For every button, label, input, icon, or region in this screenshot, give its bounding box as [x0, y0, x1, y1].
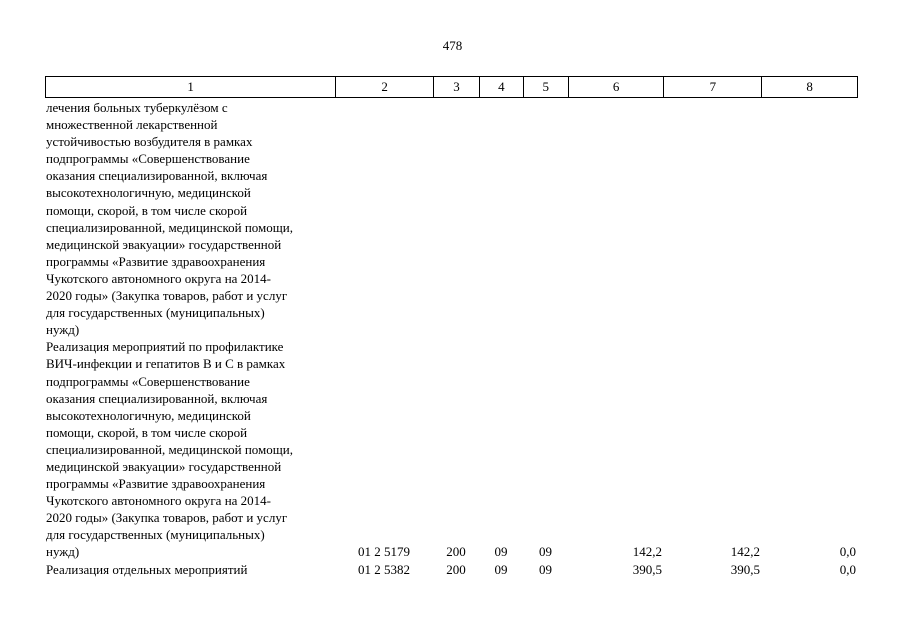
page-number: 478	[442, 38, 463, 53]
row-vr: 200	[446, 544, 466, 560]
row-pr: 09	[539, 561, 552, 577]
row-col8: 0,0	[839, 544, 856, 560]
column-header-5: 5	[523, 77, 568, 97]
table-row	[45, 561, 858, 578]
row-name: Реализация отдельных мероприятий	[46, 561, 248, 577]
table-body	[45, 99, 858, 578]
row-rz: 09	[494, 544, 508, 560]
table-row	[45, 338, 858, 560]
row-pr: 09	[539, 544, 552, 560]
row-csr: 01 2 5382	[358, 561, 410, 577]
column-header-4: 4	[479, 77, 523, 97]
table-header-row	[45, 76, 858, 98]
column-header-2: 2	[335, 77, 433, 97]
row-col6: 390,5	[632, 561, 662, 577]
column-header-7: 7	[663, 77, 761, 97]
column-header-8: 8	[761, 77, 857, 97]
row-name: Реализация мероприятий по профилактике ВИЧ-инфекции и гепатитов В и С в рамках подпрограммы «Совершенствование оказания специализированной, включая высокотехнологичную, медицинской помощи, скорой, в том числе скорой специализированной, медицинской помощи, медицинской эвакуации» государственной программы «Развитие здравоохранения Чукотского автономного округа на 2014- 2020 годы» (Закупка товаров, работ и услуг для государственных (муниципальных) нужд)	[46, 339, 293, 560]
row-rz: 09	[494, 561, 508, 577]
table-row	[45, 99, 858, 338]
column-header-6: 6	[568, 77, 664, 97]
row-csr: 01 2 5179	[358, 544, 410, 560]
column-header-3: 3	[433, 77, 479, 97]
row-name: лечения больных туберкулёзом с множественной лекарственной устойчивостью возбудителя в рамках подпрограммы «Совершенствование оказания специализированной, включая высокотехнологичную, медицинской помощи, скорой, в том числе скорой специализированной, медицинской помощи, медицинской эвакуации» государственной программы «Развитие здравоохранения Чукотского автономного округа на 2014- 2020 годы» (Закупка товаров, работ и услуг для государственных (муниципальных) нужд)	[46, 100, 293, 338]
row-col7: 142,2	[730, 544, 760, 560]
column-header-1: 1	[187, 79, 194, 94]
row-col6: 142,2	[632, 544, 662, 560]
row-vr: 200	[446, 561, 466, 577]
row-col8: 0,0	[839, 561, 856, 577]
row-col7: 390,5	[730, 561, 760, 577]
